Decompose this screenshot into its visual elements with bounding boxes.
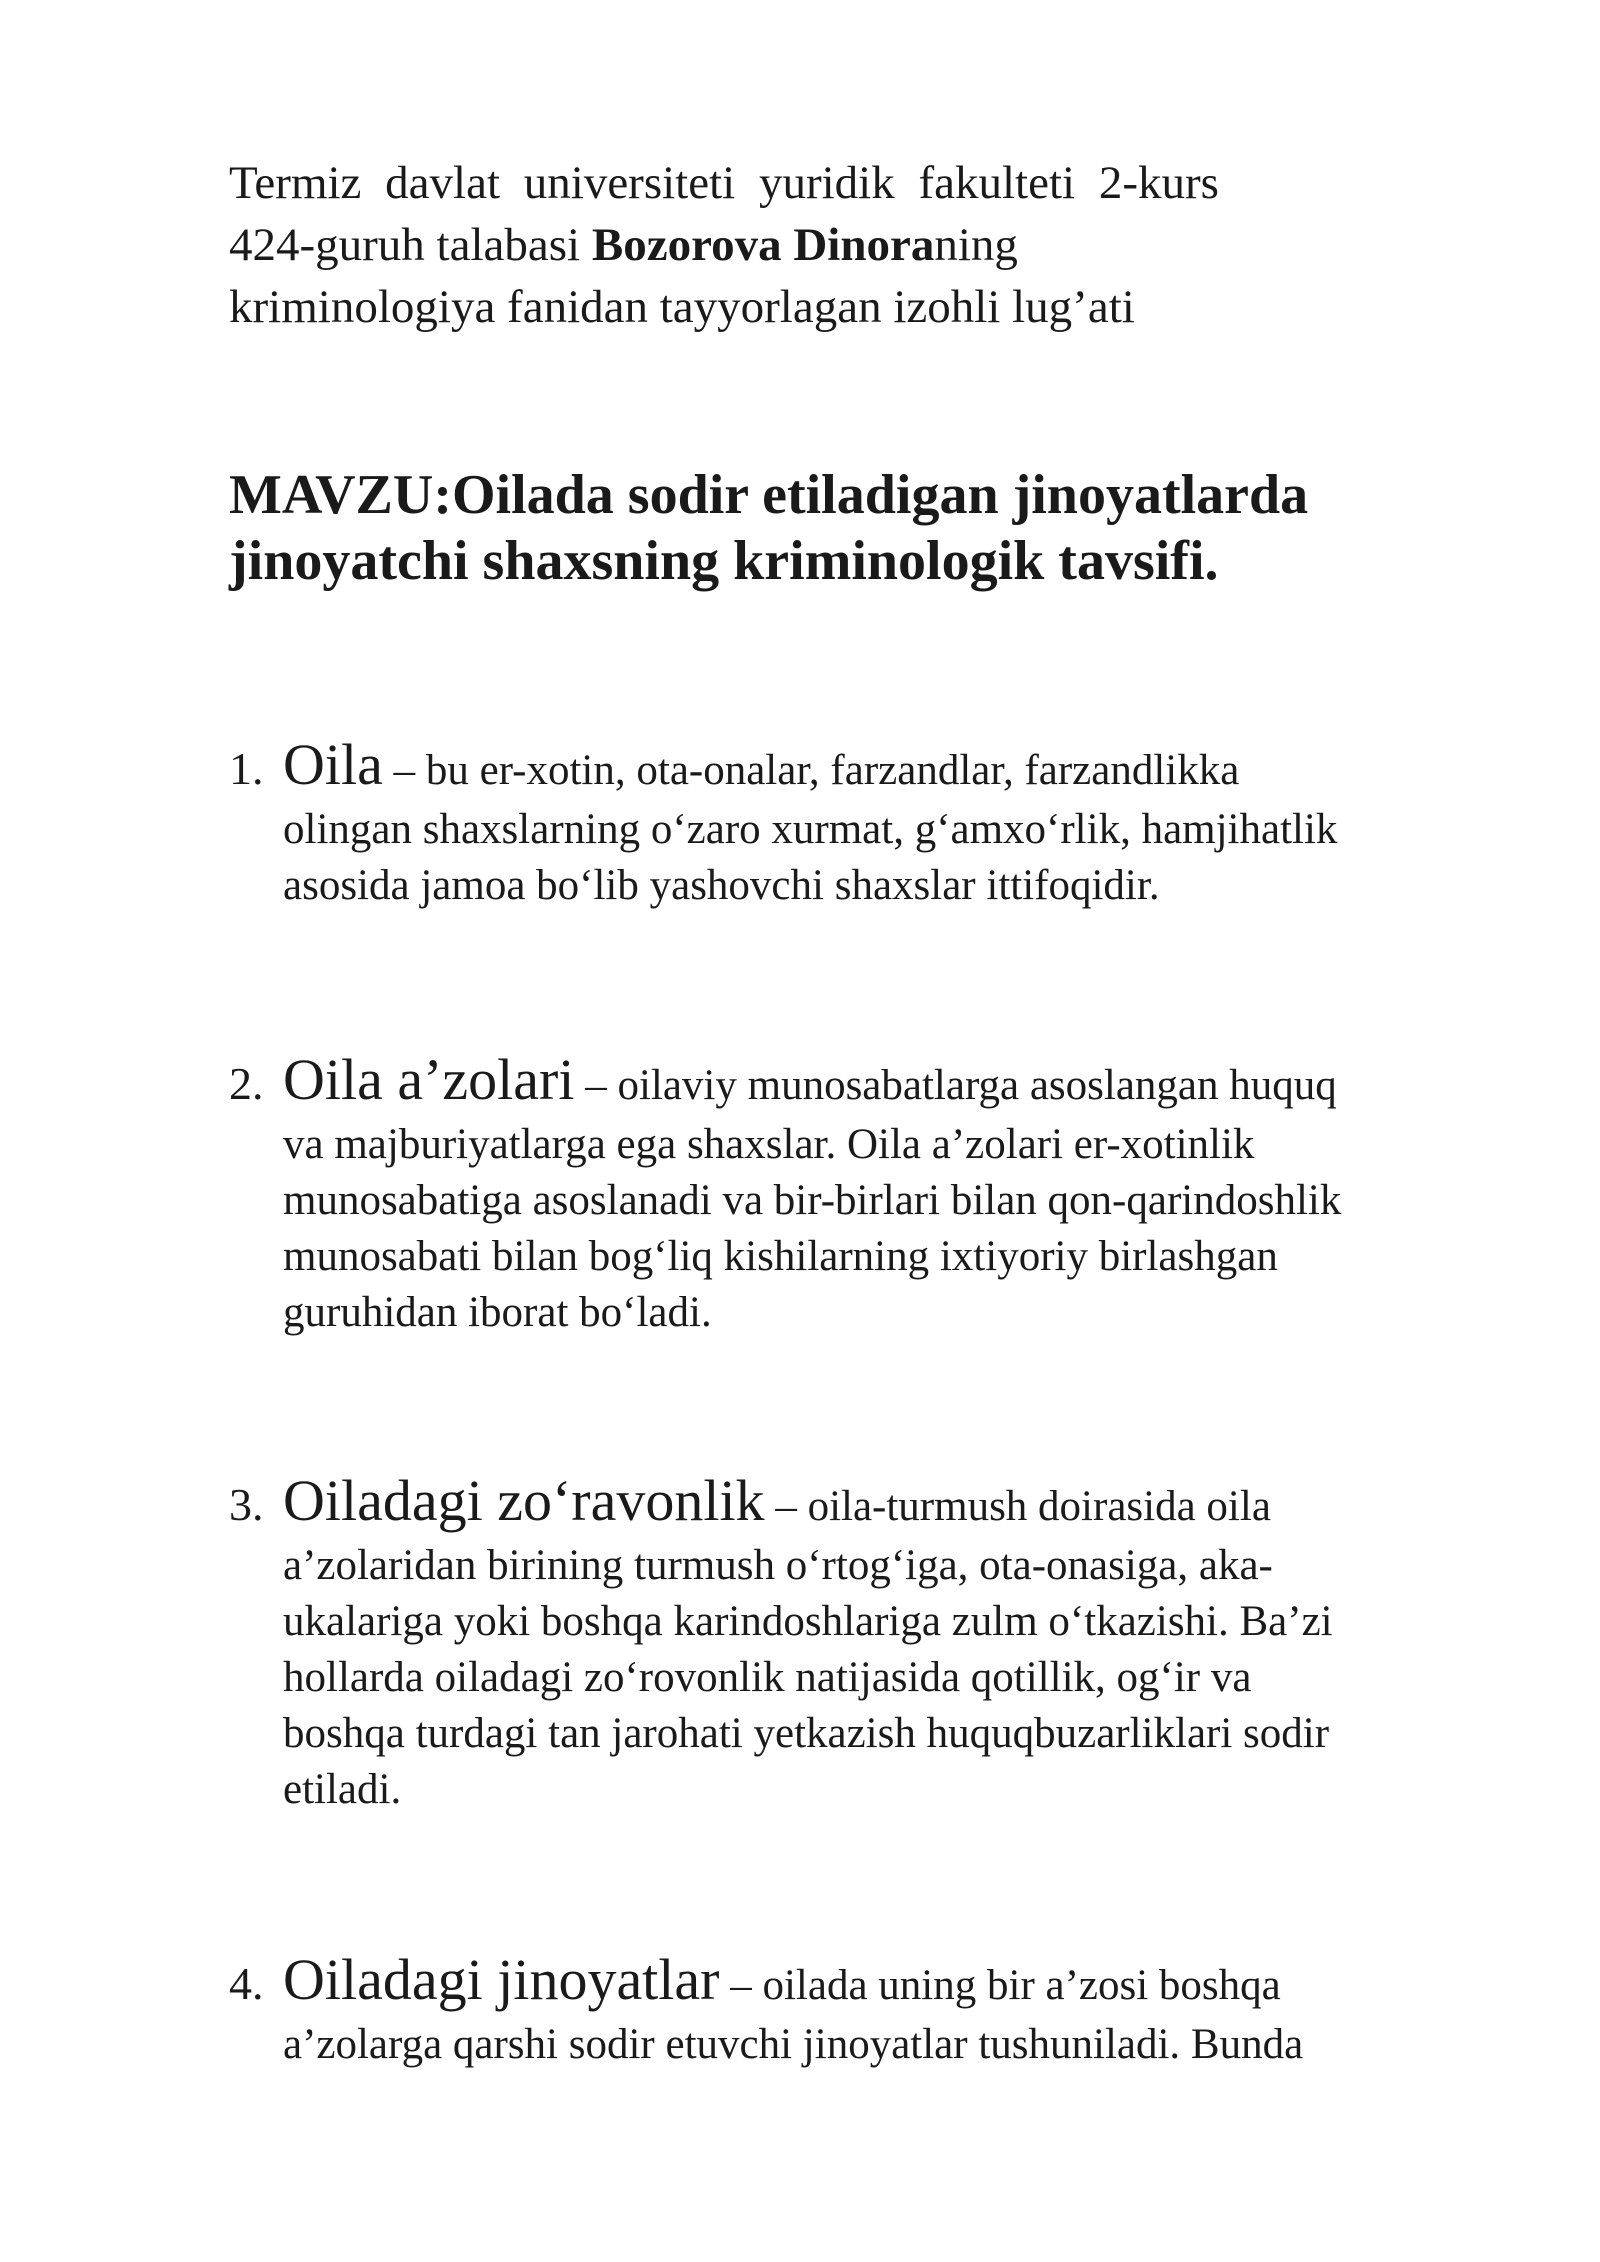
header-line-1: Termiz davlat universiteti yuridik fakulteti 2-kurs xyxy=(229,157,1219,209)
entry-definition-line: guruhidan iborat bo‘ladi. xyxy=(283,1289,712,1336)
entry-definition-line: hollarda oiladagi zo‘rovonlik natijasida qotillik, og‘ir va xyxy=(283,1654,1252,1701)
entry-first-line xyxy=(229,1470,1489,1538)
entry-definition-line: va majburiyatlarga ega shaxslar. Oila a’zolari er-xotinlik xyxy=(283,1121,1255,1168)
entry-term: Oila a’zolari xyxy=(283,1047,575,1112)
entry-definition-start: – bu er-xotin, ota-onalar, farzandlar, farzandlikka xyxy=(382,747,1240,794)
student-name: Bozorova Dinora xyxy=(591,219,935,271)
entry-number: 4. xyxy=(229,1958,264,2009)
entry-first-line xyxy=(229,1049,1489,1117)
entry-term: Oila xyxy=(283,732,383,797)
entry-term: Oiladagi jinoyatlar xyxy=(283,1947,720,2012)
topic-line-1: MAVZU:Oilada sodir etiladigan jinoyatlarda xyxy=(229,464,1309,526)
entry-definition-start: – oilaviy munosabatlarga asoslangan huquq xyxy=(574,1062,1337,1109)
entry-number: 3. xyxy=(229,1479,264,1530)
glossary-entry-2 xyxy=(229,1049,1489,1341)
entry-definition-line: olingan shaxslarning o‘zaro xurmat, g‘amxo‘rlik, hamjihatlik xyxy=(283,806,1338,853)
topic-line-2: jinoyatchi shaxsning kriminologik tavsifi. xyxy=(229,530,1219,592)
entry-definition-line: a’zolarga qarshi sodir etuvchi jinoyatlar tushuniladi. Bunda xyxy=(283,2021,1304,2068)
glossary-entry-3 xyxy=(229,1470,1489,1818)
glossary-entry-4 xyxy=(229,1949,1489,2073)
entry-first-line xyxy=(229,734,1489,802)
header-line-2 xyxy=(229,214,1429,276)
entry-definition-start: – oilada uning bir a’zosi boshqa xyxy=(719,1962,1281,2009)
entry-definition-line: munosabatiga asoslanadi va bir-birlari bilan qon-qarindoshlik xyxy=(283,1177,1342,1224)
glossary-entry-1 xyxy=(229,734,1489,914)
entry-definition-line: munosabati bilan bog‘liq kishilarning ixtiyoriy birlashgan xyxy=(283,1233,1278,1280)
entry-number: 2. xyxy=(229,1058,264,1109)
entry-definition-line: asosida jamoa bo‘lib yashovchi shaxslar ittifoqidir. xyxy=(283,862,1160,909)
topic-heading xyxy=(229,462,1479,594)
entry-definition-line: ukalariga yoki boshqa karindoshlariga zulm o‘tkazishi. Ba’zi xyxy=(283,1598,1333,1645)
entry-definition-line: boshqa turdagi tan jarohati yetkazish huquqbuzarliklari sodir xyxy=(283,1710,1330,1757)
entry-term: Oiladagi zo‘ravonlik xyxy=(283,1468,765,1533)
entry-number: 1. xyxy=(229,743,264,794)
entry-definition-line: a’zolaridan birining turmush o‘rtog‘iga, ota-onasiga, aka- xyxy=(283,1542,1273,1589)
header-line-2-suffix: ning xyxy=(934,219,1018,271)
document-header xyxy=(229,152,1429,338)
entry-first-line xyxy=(229,1949,1489,2017)
entry-definition-line: etiladi. xyxy=(283,1766,402,1813)
entry-definition-start: – oila-turmush doirasida oila xyxy=(764,1483,1271,1530)
header-line-2-prefix: 424-guruh talabasi xyxy=(229,219,592,271)
header-line-3: kriminologiya fanidan tayyorlagan izohli lug’ati xyxy=(229,281,1135,333)
